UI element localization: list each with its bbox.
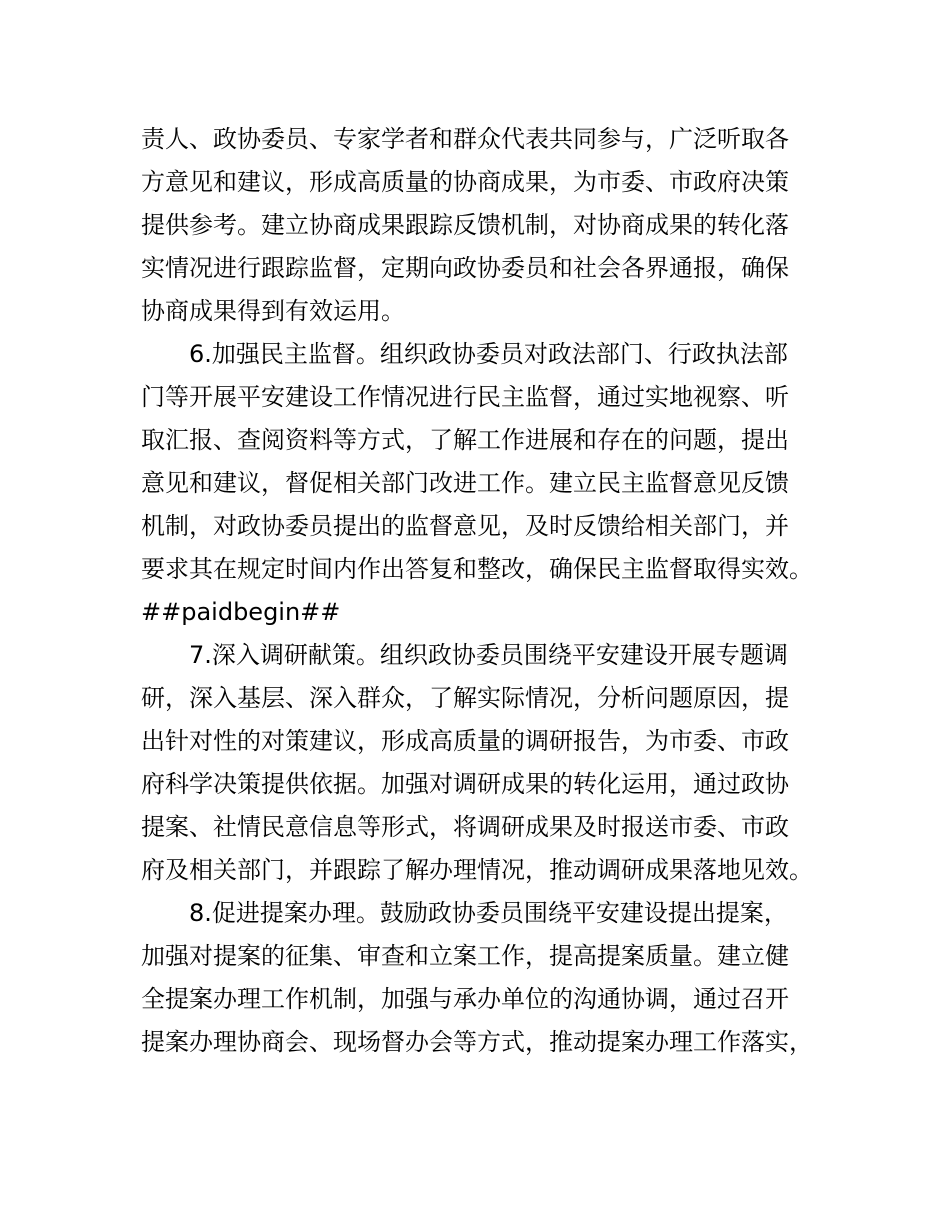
text-line: 意见和建议，督促相关部门改进工作。建立民主监督意见反馈 xyxy=(141,469,789,497)
text-line: 6.加强民主监督。组织政协委员对政法部门、行政执法部 xyxy=(189,340,788,368)
text-line: 府科学决策提供依据。加强对调研成果的转化运用，通过政协 xyxy=(141,770,789,798)
text-line: 协商成果得到有效运用。 xyxy=(141,297,405,325)
text-line: 提供参考。建立协商成果跟踪反馈机制，对协商成果的转化落 xyxy=(141,211,789,239)
text-line: 责人、政协委员、专家学者和群众代表共同参与，广泛听取各 xyxy=(141,125,789,153)
text-line: 提案办理协商会、现场督办会等方式，推动提案办理工作落实， xyxy=(141,1028,813,1056)
text-line: 提案、社情民意信息等形式，将调研成果及时报送市委、市政 xyxy=(141,813,789,841)
paragraph-item-6 xyxy=(141,333,831,634)
text-line: 府及相关部门，并跟踪了解办理情况，推动调研成果落地见效。 xyxy=(141,856,813,884)
paid-marker: ##paidbegin## xyxy=(141,598,341,626)
text-line: 机制，对政协委员提出的监督意见，及时反馈给相关部门，并 xyxy=(141,512,789,540)
text-line: 要求其在规定时间内作出答复和整改，确保民主监督取得实效。 xyxy=(141,555,813,583)
text-line: 7.深入调研献策。组织政协委员围绕平安建设开展专题调 xyxy=(189,641,788,669)
text-line: 出针对性的对策建议，形成高质量的调研报告，为市委、市政 xyxy=(141,727,789,755)
text-line: 全提案办理工作机制，加强与承办单位的沟通协调，通过召开 xyxy=(141,985,789,1013)
text-line: 方意见和建议，形成高质量的协商成果，为市委、市政府决策 xyxy=(141,168,789,196)
paragraph-item-8 xyxy=(141,892,831,1064)
document-body xyxy=(141,118,831,1064)
text-line: 取汇报、查阅资料等方式，了解工作进展和存在的问题，提出 xyxy=(141,426,789,454)
paragraph-continuation xyxy=(141,118,831,333)
paragraph-item-7 xyxy=(141,634,831,892)
text-line: 门等开展平安建设工作情况进行民主监督，通过实地视察、听 xyxy=(141,383,789,411)
text-line: 研，深入基层、深入群众，了解实际情况，分析问题原因，提 xyxy=(141,684,789,712)
text-line: 实情况进行跟踪监督，定期向政协委员和社会各界通报，确保 xyxy=(141,254,789,282)
text-line: 8.促进提案办理。鼓励政协委员围绕平安建设提出提案， xyxy=(189,899,788,927)
text-line: 加强对提案的征集、审查和立案工作，提高提案质量。建立健 xyxy=(141,942,789,970)
